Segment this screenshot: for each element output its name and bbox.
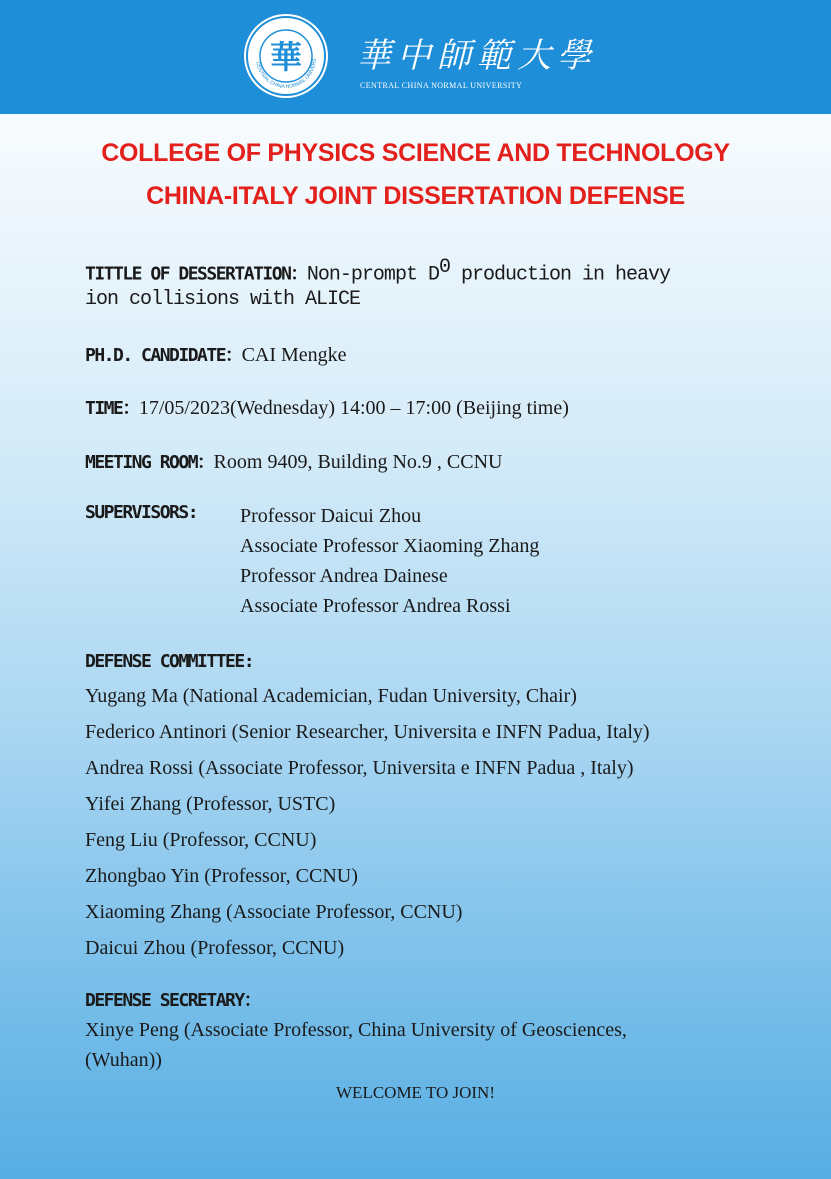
time-label: TIME： <box>85 398 139 419</box>
seal-character: 華 <box>269 38 303 76</box>
secretary-line: (Wuhan)) <box>85 1049 162 1071</box>
time-row <box>85 394 569 420</box>
college-title: COLLEGE OF PHYSICS SCIENCE AND TECHNOLOGY <box>101 139 730 167</box>
meeting-room-row <box>85 448 502 474</box>
committee-member: Zhongbao Yin (Professor, CCNU) <box>85 865 358 887</box>
committee-member: Yifei Zhang (Professor, USTC) <box>85 793 336 815</box>
committee-member: Daicui Zhou (Professor, CCNU) <box>85 937 345 959</box>
supervisors-label-row <box>85 501 197 524</box>
committee-member: Feng Liu (Professor, CCNU) <box>85 829 317 851</box>
supervisor-item: Associate Professor Andrea Rossi <box>240 595 511 617</box>
university-name-chinese: 華中師範大學 <box>357 36 597 76</box>
committee-member: Xiaoming Zhang (Associate Professor, CCNU) <box>85 901 463 923</box>
committee-list <box>85 678 650 966</box>
committee-label: DEFENSE COMMITTEE: <box>85 651 254 672</box>
committee-label-row <box>85 650 253 673</box>
supervisors-label: SUPERVISORS: <box>85 502 198 523</box>
welcome-text: WELCOME TO JOIN! <box>336 1083 495 1102</box>
secretary-block <box>85 1015 627 1075</box>
dissertation-title-continuation: ion collisions with ALICE <box>85 288 361 311</box>
time-value: 17/05/2023(Wednesday) 14:00 – 17:00 (Beijing time) <box>138 397 569 419</box>
committee-member: Federico Antinori (Senior Researcher, Universita e INFN Padua, Italy) <box>85 721 650 743</box>
secretary-line: Xinye Peng (Associate Professor, China University of Geosciences, <box>85 1019 627 1041</box>
supervisor-item: Associate Professor Xiaoming Zhang <box>240 535 540 557</box>
supervisors-list <box>240 501 539 621</box>
committee-member: Yugang Ma (National Academician, Fudan University, Chair) <box>85 685 577 707</box>
dissertation-label: TITTLE OF DESSERTATION： <box>85 263 307 285</box>
seal-ring-text: CENTRAL CHINA NORMAL UNIVERS <box>254 58 319 91</box>
supervisor-item: Professor Daicui Zhou <box>240 505 422 527</box>
dissertation-title-line2 <box>85 287 360 311</box>
dissertation-title-superscript: 0 <box>438 256 450 279</box>
committee-member: Andrea Rossi (Associate Professor, Universita e INFN Padua , Italy) <box>85 757 634 779</box>
secretary-label-row <box>85 986 260 1012</box>
meeting-room-label: MEETING ROOM： <box>85 452 214 473</box>
candidate-row <box>85 341 347 367</box>
dissertation-title-row <box>85 256 670 287</box>
university-name-english: CENTRAL CHINA NORMAL UNIVERSITY <box>360 81 523 90</box>
supervisor-item: Professor Andrea Dainese <box>240 565 448 587</box>
candidate-label: PH.D. CANDIDATE： <box>85 345 242 366</box>
defense-title: CHINA-ITALY JOINT DISSERTATION DEFENSE <box>146 182 685 210</box>
secretary-label: DEFENSE SECRETARY： <box>85 990 261 1011</box>
candidate-name: CAI Mengke <box>241 344 347 366</box>
dissertation-title-post: production in heavy <box>449 263 671 287</box>
university-seal-icon <box>244 14 328 98</box>
dissertation-title-pre: Non-prompt D <box>306 263 439 287</box>
meeting-room-value: Room 9409, Building No.9 , CCNU <box>213 451 503 473</box>
header-banner <box>0 0 831 114</box>
